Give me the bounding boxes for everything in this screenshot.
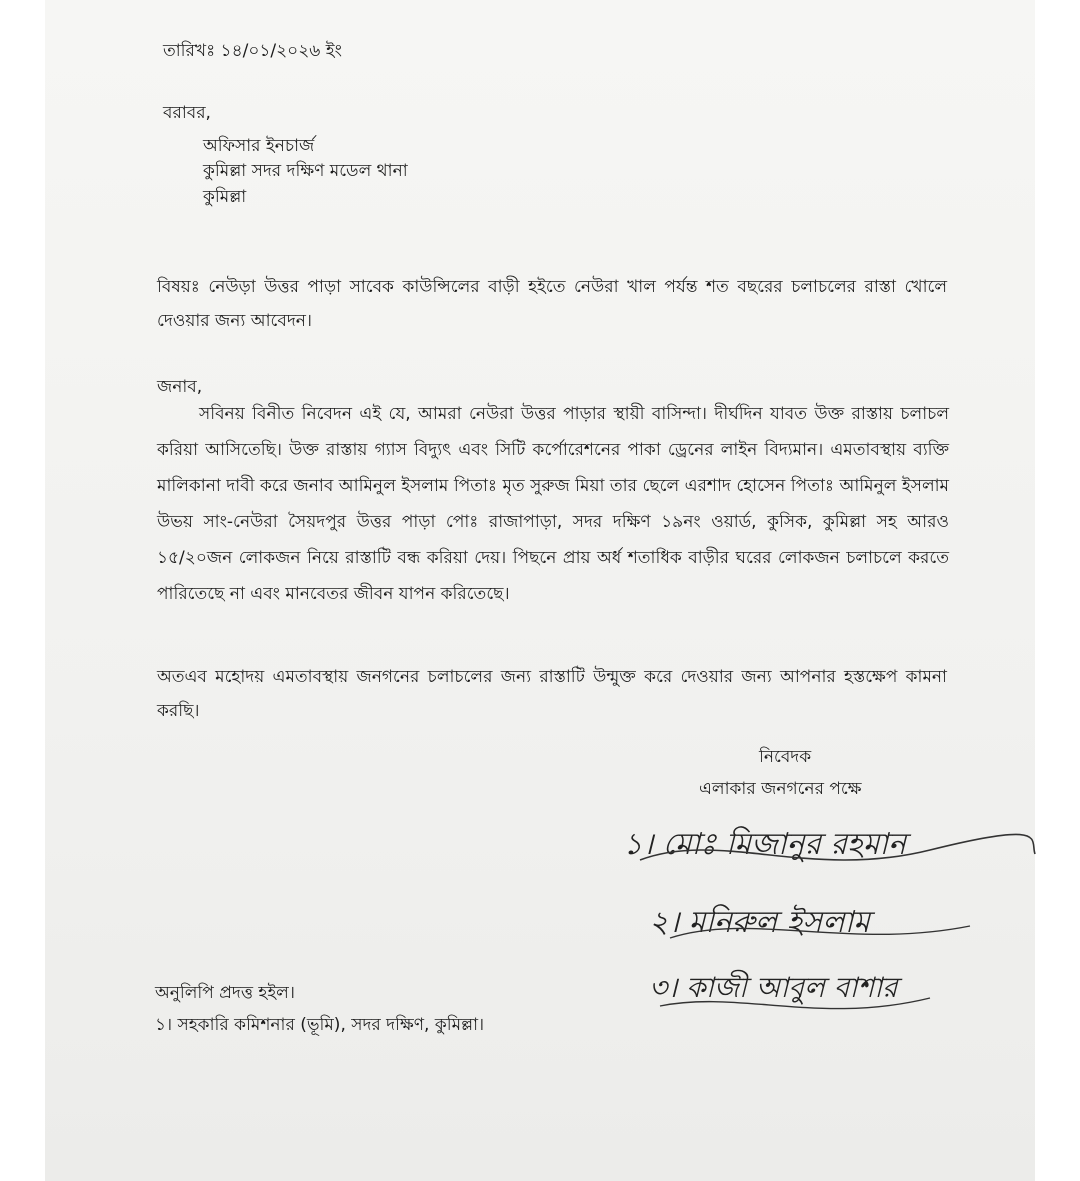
copy-title: অনুলিপি প্রদত্ত হইল।: [155, 983, 295, 1003]
letter-greeting: জনাব,: [157, 377, 203, 397]
letter-body: সবিনয় বিনীত নিবেদন এই যে, আমরা নেউরা উত্তর পাড়ার স্থায়ী বাসিন্দা। দীর্ঘদিন যাবত উক্ত রাস্তায় চলাচল করিয়া আসিতেছি। উক্ত রাস্তায় গ্যাস বিদ্যুৎ এবং সিটি কর্পোরেশনের পাকা ড্রেনের লাইন বিদ্যমান। এমতাবস্থায় ব্যক্তি মালিকানা দাবী করে জনাব আমিনুল ইসলাম পিতাঃ মৃত সুরুজ মিয়া তার ছেলে এরশাদ হোসেন পিতাঃ আমিনুল ইসলাম উভয় সাং-নেউরা সৈয়দপুর উত্তর পাড়া পোঃ রাজাপাড়া, সদর দক্ষিণ ১৯নং ওয়ার্ড, কুসিক, কুমিল্লা সহ আরও ১৫/২০জন লোকজন নিয়ে রাস্তাটি বন্ধ করিয়া দেয়। পিছনে প্রায় অর্ধ শতাধিক বাড়ীর ঘরের লোকজন চলাচলে করতে পারিতেছে না এবং মানবেতর জীবন যাপন করিতেছে।: [157, 404, 949, 604]
recipient-designation: অফিসার ইনচার্জ: [203, 136, 315, 156]
on-behalf-label: এলাকার জনগনের পক্ষে: [699, 779, 862, 799]
signature-flourish: [630, 820, 1050, 1040]
signature-3: ৩। কাজী আবুল বাশার: [649, 971, 898, 1004]
applicant-label: নিবেদক: [759, 747, 812, 767]
copy-item: ১। সহকারি কমিশনার (ভূমি), সদর দক্ষিণ, কুমিল্লা।: [155, 1015, 485, 1035]
signature-2: ২। মনিরুল ইসলাম: [649, 905, 870, 940]
recipient-salutation: বরাবর,: [163, 103, 211, 123]
recipient-office: কুমিল্লা সদর দক্ষিণ মডেল থানা: [203, 161, 408, 181]
letter-page: [45, 0, 1035, 1181]
recipient-city: কুমিল্লা: [203, 187, 247, 207]
letter-closing: অতএব মহোদয় এমতাবস্থায় জনগনের চলাচলের জন্য রাস্তাটি উন্মুক্ত করে দেওয়ার জন্য আপনার হস্তক্ষেপ কামনা করছি।: [157, 667, 947, 721]
signature-1: ১। মোঃ মিজানুর রহমান: [623, 827, 907, 862]
letter-subject: বিষয়ঃ নেউড়া উত্তর পাড়া সাবেক কাউন্সিলের বাড়ী হইতে নেউরা খাল পর্যন্ত শত বছরের চলাচলের রাস্তা খোলে দেওয়ার জন্য আবেদন।: [157, 277, 947, 331]
letter-date: তারিখঃ ১৪/০১/২০২৬ ইং: [163, 41, 342, 61]
